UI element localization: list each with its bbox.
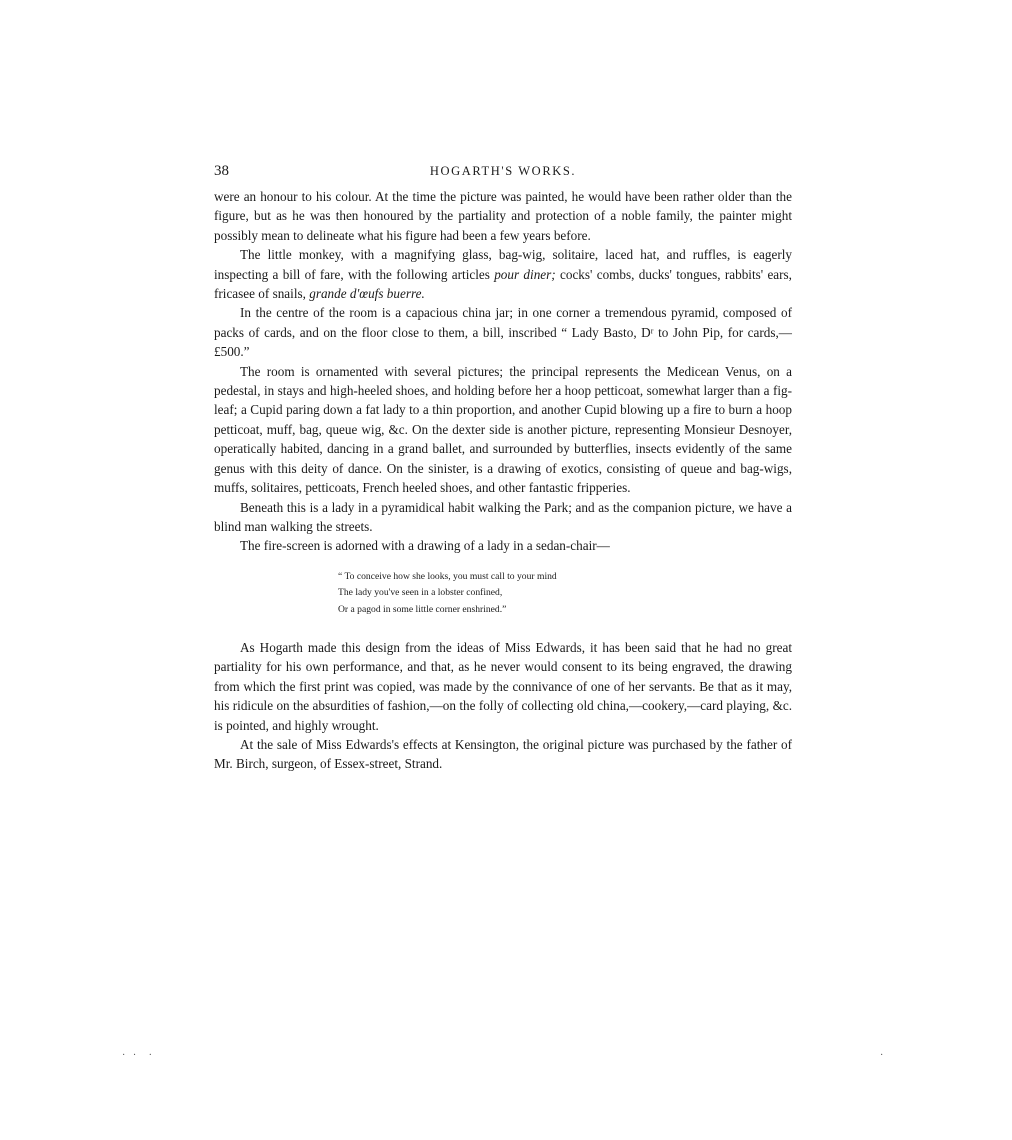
- paragraph-7: As Hogarth made this design from the ideas of Miss Edwards, it has been said that he had no great partiality for his own performance, and that, as he never would consent to its being engraved, the drawing from which the first print was copied, was made by the connivance of one of her servants. Be that as it may, his ridicule on the absurdities of fashion,—on the folly of collecting old china,—cookery,—card playing, &c. is pointed, and highly wrought.: [214, 639, 792, 733]
- running-head: [214, 163, 792, 187]
- verse-line: The lady you've seen in a lobster confined,: [338, 587, 503, 599]
- running-title: HOGARTH'S WORKS.: [429, 164, 577, 178]
- paragraph-2-italic-pour-diner: pour diner;: [494, 266, 556, 282]
- page-number: 38: [214, 163, 229, 179]
- scan-speck-right: ·: [880, 1050, 884, 1061]
- verse-line: “ To conceive how she looks, you must call to your mind: [338, 570, 557, 582]
- document-page: [214, 163, 792, 774]
- paragraph-4: The room is ornamented with several pictures; the principal represents the Medicean Venus, on a pedestal, in stays and high-heeled shoes, and holding before her a hoop petticoat, somewhat larger than a fig-leaf; a Cupid paring down a fat lady to a thin proportion, and another Cupid blowing up a fire to burn a hoop petticoat, muff, bag, queue wig, &c. On the dexter side is another picture, representing Monsieur Desnoyer, operatically habited, dancing in a grand ballet, and surrounded by butterflies, insects evidently of the same genus with this deity of dance. On the sinister, is a drawing of exotics, consisting of queue and bag-wigs, muffs, solitaires, petticoats, French heeled shoes, and other fantastic fripperies.: [214, 363, 792, 496]
- scan-speck-left: · · ·: [122, 1050, 152, 1061]
- paragraph-2-mid: cocks' combs, ducks' tongues, rabbits' ears, fricasee of snails,: [214, 266, 792, 302]
- verse-quotation: [338, 569, 792, 618]
- paragraph-3: In the centre of the room is a capacious china jar; in one corner a tremendous pyramid, composed of packs of cards, and on the floor close to them, a bill, inscribed “ Lady Basto, Dʳ to John Pip, for cards,—£500.”: [214, 305, 792, 360]
- paragraph-2: [214, 245, 792, 303]
- paragraph-1: were an honour to his colour. At the time the picture was painted, he would have been rather older than the figure, but as he was then honoured by the partiality and protection of a noble family, the painter might possibly mean to delineate what his figure had been a few years before.: [214, 189, 792, 243]
- paragraph-5: Beneath this is a lady in a pyramidical habit walking the Park; and as the companion picture, we have a blind man walking the streets.: [214, 499, 792, 534]
- paragraph-2-start: The little monkey, with a magnifying glass, bag-wig, solitaire, laced hat, and ruffles, is eagerly inspecting a bill of fare, with the following articles: [214, 247, 792, 282]
- paragraph-6: The fire-screen is adorned with a drawing of a lady in a sedan-chair—: [240, 538, 610, 554]
- paragraph-8: At the sale of Miss Edwards's effects at Kensington, the original picture was purchased by the father of Mr. Birch, surgeon, of Essex-street, Strand.: [214, 736, 792, 772]
- body-text: [214, 187, 792, 774]
- verse-line: Or a pagod in some little corner enshrined.”: [338, 603, 507, 615]
- paragraph-2-italic-grande: grande d'œufs buerre.: [309, 286, 425, 302]
